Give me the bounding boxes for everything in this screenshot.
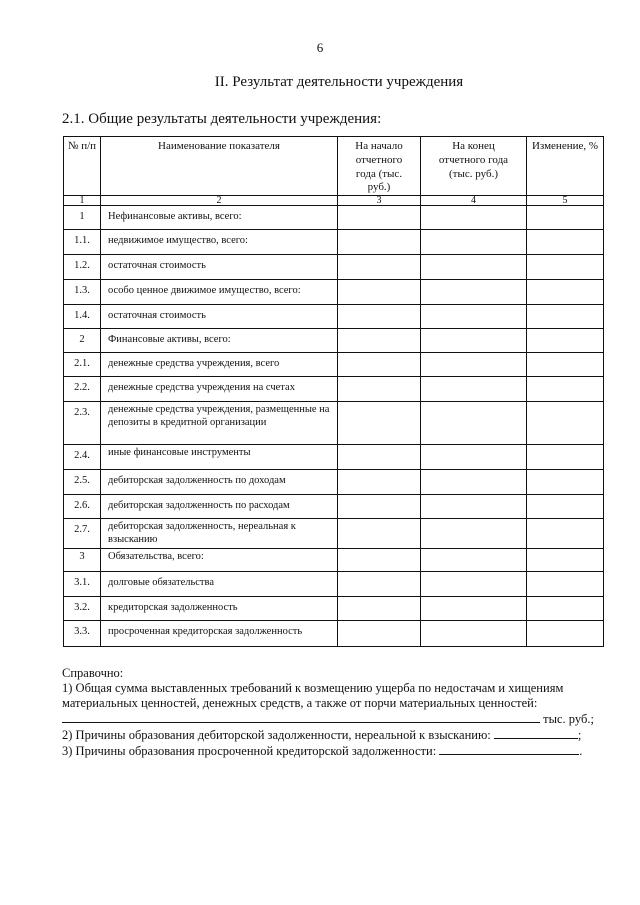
change-cell[interactable] bbox=[527, 206, 604, 230]
table-row bbox=[64, 495, 604, 519]
note-item-1-fill-line bbox=[62, 711, 607, 727]
table-row bbox=[64, 519, 604, 549]
end-value-cell[interactable] bbox=[421, 572, 527, 597]
row-name: дебиторская задолженность, нереальная к взысканию bbox=[101, 519, 338, 549]
table-row bbox=[64, 549, 604, 572]
column-number: 5 bbox=[527, 196, 604, 206]
table-row bbox=[64, 305, 604, 329]
start-value-cell[interactable] bbox=[338, 519, 421, 549]
table-row bbox=[64, 377, 604, 402]
note-item-1-unit: тыс. руб.; bbox=[543, 712, 594, 726]
row-name: Обязательства, всего: bbox=[101, 549, 338, 572]
start-value-cell[interactable] bbox=[338, 255, 421, 280]
change-cell[interactable] bbox=[527, 255, 604, 280]
note-item-2-text: 2) Причины образования дебиторской задолженности, нереальной к взысканию: bbox=[62, 728, 491, 742]
end-value-cell[interactable] bbox=[421, 470, 527, 495]
table-row bbox=[64, 470, 604, 495]
note-item-3 bbox=[62, 743, 607, 759]
row-name: денежные средства учреждения, размещенные на депозиты в кредитной организации bbox=[101, 402, 338, 445]
row-num: 1 bbox=[64, 206, 101, 230]
change-cell[interactable] bbox=[527, 597, 604, 621]
row-num: 2.3. bbox=[64, 402, 101, 445]
end-value-cell[interactable] bbox=[421, 280, 527, 305]
row-num: 1.4. bbox=[64, 305, 101, 329]
table-row bbox=[64, 597, 604, 621]
row-name: долговые обязательства bbox=[101, 572, 338, 597]
end-value-cell[interactable] bbox=[421, 495, 527, 519]
change-cell[interactable] bbox=[527, 495, 604, 519]
row-num: 2.6. bbox=[64, 495, 101, 519]
table-row bbox=[64, 329, 604, 353]
change-cell[interactable] bbox=[527, 377, 604, 402]
row-name: остаточная стоимость bbox=[101, 255, 338, 280]
row-num: 3.3. bbox=[64, 621, 101, 647]
change-cell[interactable] bbox=[527, 519, 604, 549]
end-value-cell[interactable] bbox=[421, 377, 527, 402]
change-cell[interactable] bbox=[527, 445, 604, 470]
row-num: 1.2. bbox=[64, 255, 101, 280]
header-start: На начало отчетного года (тыс. руб.) bbox=[338, 137, 421, 196]
row-num: 2.5. bbox=[64, 470, 101, 495]
row-name: дебиторская задолженность по доходам bbox=[101, 470, 338, 495]
table-row bbox=[64, 353, 604, 377]
row-num: 2.7. bbox=[64, 519, 101, 549]
change-cell[interactable] bbox=[527, 353, 604, 377]
change-cell[interactable] bbox=[527, 329, 604, 353]
row-name: дебиторская задолженность по расходам bbox=[101, 495, 338, 519]
row-num: 1.3. bbox=[64, 280, 101, 305]
table-row bbox=[64, 206, 604, 230]
end-value-cell[interactable] bbox=[421, 519, 527, 549]
table-header-row bbox=[64, 137, 604, 196]
note-item-3-end: . bbox=[579, 744, 583, 758]
table-row bbox=[64, 445, 604, 470]
change-cell[interactable] bbox=[527, 470, 604, 495]
row-num: 2 bbox=[64, 329, 101, 353]
column-number: 1 bbox=[64, 196, 101, 206]
row-name: остаточная стоимость bbox=[101, 305, 338, 329]
notes-section bbox=[62, 666, 607, 759]
start-value-cell[interactable] bbox=[338, 621, 421, 647]
row-name: просроченная кредиторская задолженность bbox=[101, 621, 338, 647]
end-value-cell[interactable] bbox=[421, 230, 527, 255]
end-value-cell[interactable] bbox=[421, 329, 527, 353]
start-value-cell[interactable] bbox=[338, 305, 421, 329]
table-row bbox=[64, 255, 604, 280]
note-item-1-text: 1) Общая сумма выставленных требований к возмещению ущерба по недостачам и хищениям материальных ценностей, денежных средств, а также от порчи материальных ценностей: bbox=[62, 681, 564, 710]
change-cell[interactable] bbox=[527, 280, 604, 305]
start-value-cell[interactable] bbox=[338, 377, 421, 402]
end-value-cell[interactable] bbox=[421, 597, 527, 621]
table-row bbox=[64, 230, 604, 255]
column-number: 4 bbox=[421, 196, 527, 206]
row-name: денежные средства учреждения, всего bbox=[101, 353, 338, 377]
end-value-cell[interactable] bbox=[421, 305, 527, 329]
start-value-cell[interactable] bbox=[338, 353, 421, 377]
row-num: 1.1. bbox=[64, 230, 101, 255]
end-value-cell[interactable] bbox=[421, 255, 527, 280]
note-item-2-blank[interactable] bbox=[494, 727, 578, 739]
column-number: 3 bbox=[338, 196, 421, 206]
start-value-cell[interactable] bbox=[338, 230, 421, 255]
start-value-cell[interactable] bbox=[338, 329, 421, 353]
page-number: 6 bbox=[316, 40, 324, 55]
change-cell[interactable] bbox=[527, 230, 604, 255]
row-name: Нефинансовые активы, всего: bbox=[101, 206, 338, 230]
row-name: недвижимое имущество, всего: bbox=[101, 230, 338, 255]
table-row bbox=[64, 280, 604, 305]
start-value-cell[interactable] bbox=[338, 445, 421, 470]
header-end: На конец отчетного года (тыс. руб.) bbox=[421, 137, 527, 196]
end-value-cell[interactable] bbox=[421, 445, 527, 470]
row-num: 2.2. bbox=[64, 377, 101, 402]
start-value-cell[interactable] bbox=[338, 572, 421, 597]
end-value-cell[interactable] bbox=[421, 621, 527, 647]
row-num: 3.2. bbox=[64, 597, 101, 621]
notes-heading: Справочно: bbox=[62, 666, 124, 680]
column-numbers-row bbox=[64, 196, 604, 206]
start-value-cell[interactable] bbox=[338, 549, 421, 572]
row-num: 3 bbox=[64, 549, 101, 572]
row-name: кредиторская задолженность bbox=[101, 597, 338, 621]
row-num: 3.1. bbox=[64, 572, 101, 597]
start-value-cell[interactable] bbox=[338, 597, 421, 621]
table-row bbox=[64, 572, 604, 597]
start-value-cell[interactable] bbox=[338, 470, 421, 495]
change-cell[interactable] bbox=[527, 621, 604, 647]
header-num: № п/п bbox=[64, 137, 101, 196]
subsection-title: 2.1. Общие результаты деятельности учреждения: bbox=[62, 111, 382, 127]
table-row bbox=[64, 402, 604, 445]
end-value-cell[interactable] bbox=[421, 549, 527, 572]
note-item-2-end: ; bbox=[577, 728, 582, 742]
row-name: денежные средства учреждения на счетах bbox=[101, 377, 338, 402]
start-value-cell[interactable] bbox=[338, 402, 421, 445]
note-item-1-blank[interactable] bbox=[62, 711, 540, 723]
change-cell[interactable] bbox=[527, 549, 604, 572]
change-cell[interactable] bbox=[527, 402, 604, 445]
end-value-cell[interactable] bbox=[421, 206, 527, 230]
header-change: Изменение, % bbox=[527, 137, 604, 196]
row-name: Финансовые активы, всего: bbox=[101, 329, 338, 353]
change-cell[interactable] bbox=[527, 305, 604, 329]
header-name: Наименование показателя bbox=[101, 137, 338, 196]
start-value-cell[interactable] bbox=[338, 495, 421, 519]
section-title: II. Результат деятельности учреждения bbox=[214, 74, 464, 90]
start-value-cell[interactable] bbox=[338, 280, 421, 305]
results-table bbox=[63, 136, 604, 647]
row-name: особо ценное движимое имущество, всего: bbox=[101, 280, 338, 305]
note-item-3-blank[interactable] bbox=[439, 743, 579, 755]
end-value-cell[interactable] bbox=[421, 402, 527, 445]
row-num: 2.4. bbox=[64, 445, 101, 470]
row-name: иные финансовые инструменты bbox=[101, 445, 338, 470]
column-number: 2 bbox=[101, 196, 338, 206]
note-item-3-text: 3) Причины образования просроченной кредиторской задолженности: bbox=[62, 744, 437, 758]
start-value-cell[interactable] bbox=[338, 206, 421, 230]
end-value-cell[interactable] bbox=[421, 353, 527, 377]
table-row bbox=[64, 621, 604, 647]
note-item-2 bbox=[62, 727, 607, 743]
row-num: 2.1. bbox=[64, 353, 101, 377]
note-item-1 bbox=[62, 681, 607, 711]
change-cell[interactable] bbox=[527, 572, 604, 597]
